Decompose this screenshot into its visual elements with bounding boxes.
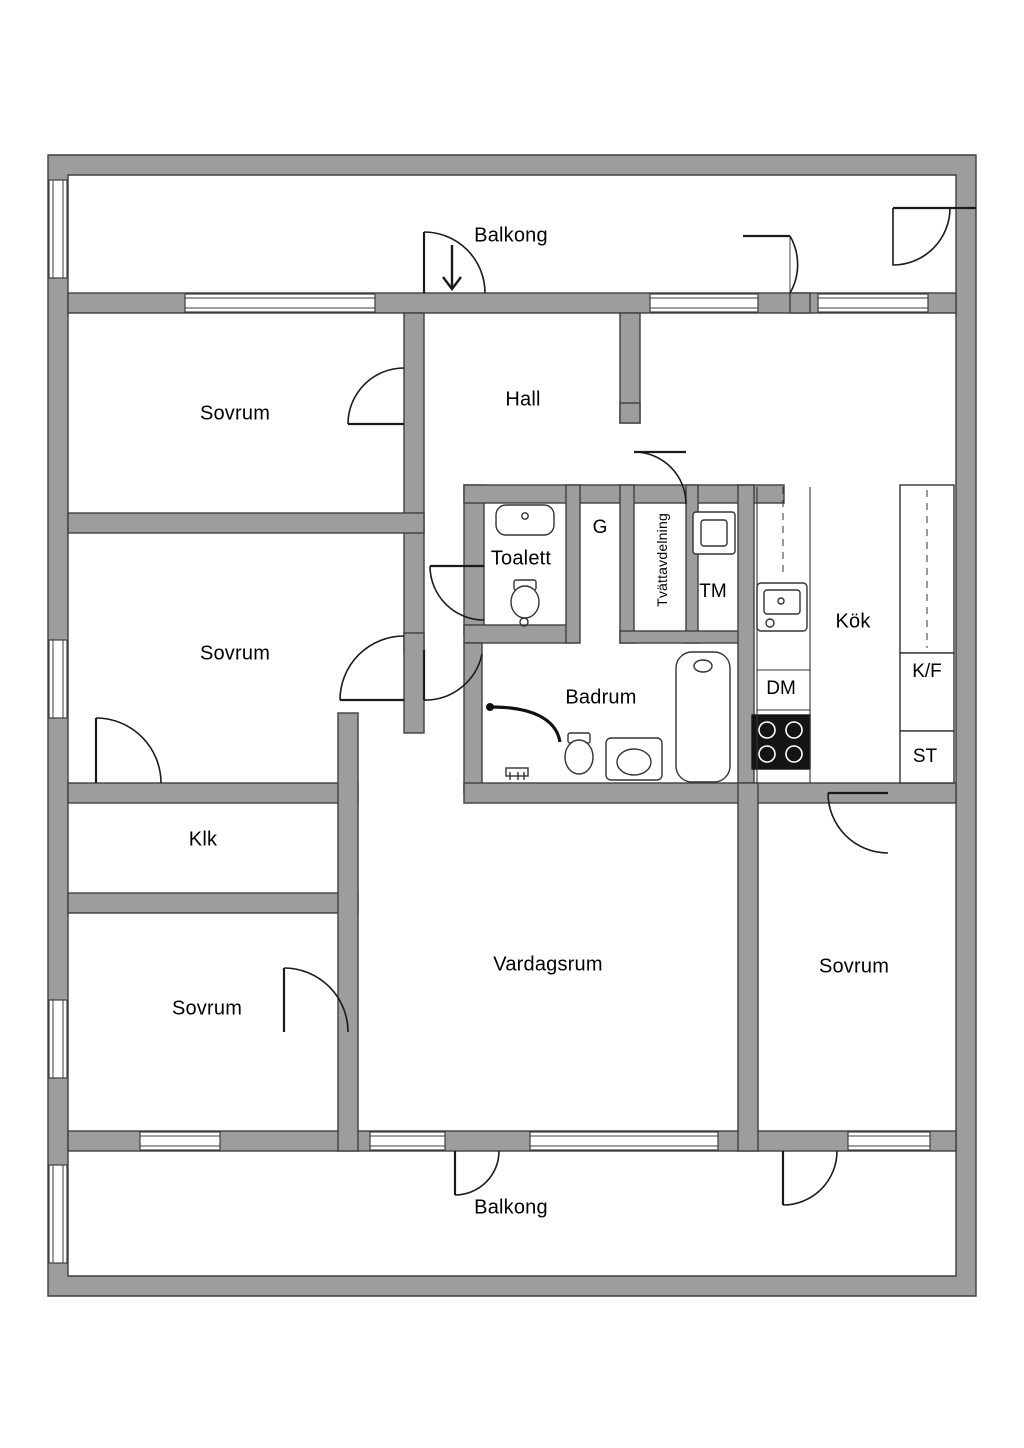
wall-vardagsrum-sovrum4 [738, 783, 758, 1151]
exterior-wall [48, 155, 976, 1296]
wall-laundry-bottom [620, 631, 750, 643]
wall-g-right [620, 485, 634, 643]
room-label-vardagsrum: Vardagsrum [493, 953, 603, 976]
wall-toalett-left [464, 485, 484, 635]
room-label-toalett: Toalett [490, 547, 552, 570]
window [49, 1165, 67, 1263]
room-label-balkong-bottom: Balkong [474, 1196, 548, 1219]
wall-sovrum1-sovrum2 [68, 513, 424, 533]
window [140, 1132, 220, 1150]
sink-badrum [606, 738, 662, 780]
laundry-sink [693, 512, 735, 554]
room-label-hall: Hall [505, 388, 541, 411]
wall-tvatt-right [686, 485, 698, 643]
wall-badrum-bottom [464, 783, 754, 803]
sink-toalett [496, 505, 554, 535]
window [49, 1000, 67, 1078]
window [370, 1132, 445, 1150]
wall-entry-stub [790, 293, 810, 313]
wall-badrum-left [464, 643, 482, 793]
room-label-klk: Klk [188, 828, 218, 851]
wall-vardagsrum-left [338, 713, 358, 1151]
window [530, 1132, 718, 1150]
appliance-label-diskmaskin: DM [766, 678, 796, 699]
wall-hall-right-stub [620, 403, 640, 423]
room-label-sovrum-3: Sovrum [171, 997, 243, 1020]
stove [752, 715, 810, 769]
walls-layer [48, 155, 976, 1296]
room-label-badrum: Badrum [565, 686, 637, 709]
wall-corridor-left [404, 633, 424, 733]
wall-hall-left [404, 313, 424, 653]
window [185, 294, 375, 312]
appliance-label-garderob: G [592, 517, 608, 538]
shower-hose [492, 707, 560, 742]
window [848, 1132, 930, 1150]
room-label-balkong-top: Balkong [474, 224, 548, 247]
window [49, 180, 67, 278]
doors-layer [96, 208, 976, 1205]
room-label-sovrum-2: Sovrum [199, 642, 271, 665]
wc-badrum [565, 733, 593, 774]
wc-toalett [511, 580, 539, 618]
window [650, 294, 758, 312]
window [49, 640, 67, 718]
appliance-label-kyl-frys: K/F [912, 661, 942, 682]
door-entry [893, 208, 950, 265]
wall-toalett-bottom [464, 625, 574, 643]
appliance-label-tvattmaskin: TM [699, 581, 727, 602]
room-label-tvattavdelning: Tvättavdelning [654, 513, 670, 607]
room-label-kok: Kök [835, 610, 871, 633]
window [818, 294, 928, 312]
wall-sovrum2-klk [68, 783, 358, 803]
room-label-sovrum-1: Sovrum [199, 402, 271, 425]
wall-toalett-right [566, 485, 580, 643]
room-label-sovrum-4: Sovrum [818, 955, 890, 978]
appliance-label-stadskap: ST [912, 746, 938, 767]
wall-klk-sovrum3 [68, 893, 358, 913]
balcony-direction-arrow [443, 245, 461, 289]
